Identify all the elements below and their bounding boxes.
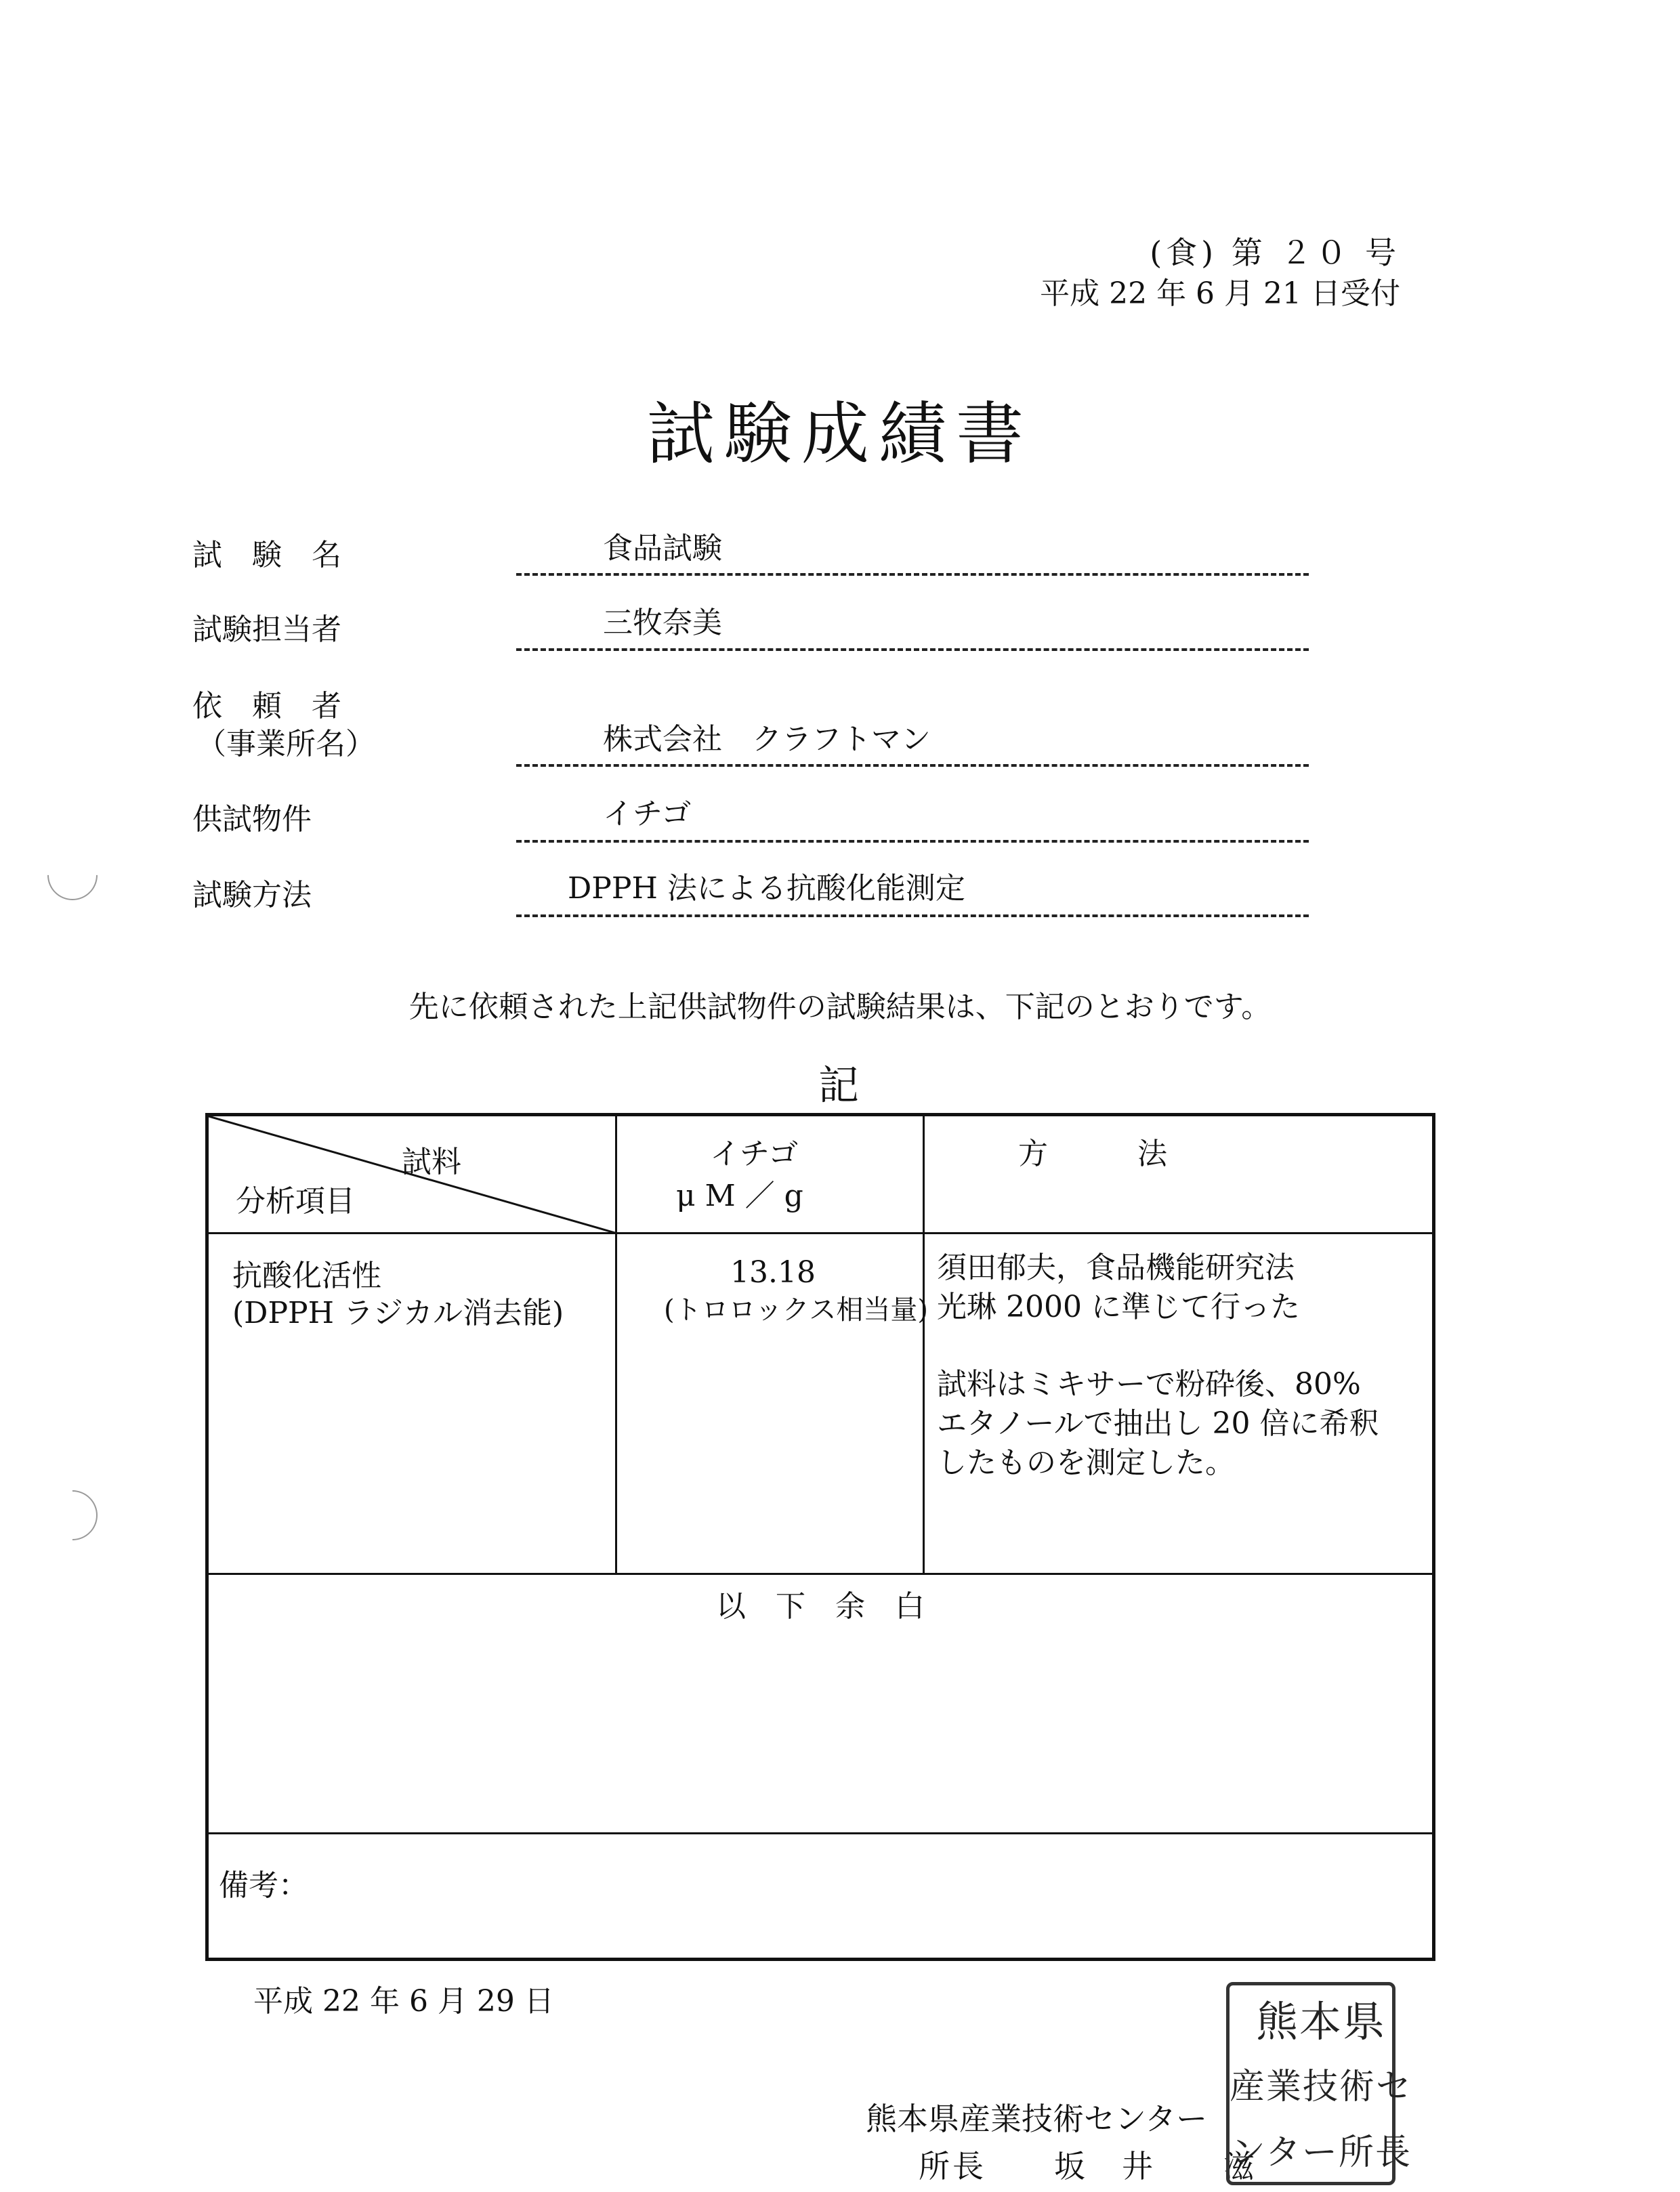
row-item-line2: (DPPH ラジカル消去能) — [232, 1296, 564, 1330]
issue-date: 平成 22 年 6 月 29 日 — [253, 1984, 554, 2019]
row-item-line1: 抗酸化活性 — [232, 1259, 381, 1293]
field-label-test-name: 試 験 名 — [192, 538, 341, 572]
method-line: 光琳 2000 に準じて行った — [937, 1290, 1300, 1324]
table-divider — [615, 1116, 617, 1573]
field-label-requester: 依 頼 者 — [192, 689, 341, 723]
field-rule — [516, 914, 1309, 917]
document-number: (食) 第 ２０ 号 — [1150, 234, 1400, 271]
field-value-requester: 株式会社 クラフトマン — [603, 722, 931, 757]
table-divider — [923, 1116, 925, 1573]
document-title: 試験成績書 — [647, 394, 1033, 473]
record-heading: 記 — [818, 1062, 862, 1110]
field-label-office-name: （事業所名） — [196, 727, 375, 761]
method-line: 須田郁夫，食品機能研究法 — [937, 1250, 1295, 1285]
issuer-organization: 熊本県産業技術センター — [866, 2101, 1208, 2137]
field-rule — [516, 840, 1309, 843]
field-rule — [516, 648, 1309, 651]
method-line: したものを測定した。 — [937, 1446, 1235, 1480]
results-table — [205, 1113, 1435, 1961]
seal-line: ンター所長 — [1230, 2132, 1412, 2174]
official-seal-stamp — [1226, 1982, 1413, 2185]
row-value: 13.18 — [730, 1255, 816, 1290]
method-line: エタノールで抽出し 20 倍に希釈 — [937, 1406, 1379, 1441]
table-divider — [209, 1573, 1432, 1575]
field-label-test-method: 試験方法 — [192, 878, 312, 912]
table-divider — [209, 1832, 1432, 1834]
header-unit: μ M ／ g — [676, 1179, 803, 1213]
field-value-test-method: DPPH 法による抗酸化能測定 — [568, 871, 965, 906]
field-value-test-name: 食品試験 — [603, 531, 722, 566]
field-value-sample: イチゴ — [603, 797, 692, 831]
field-value-person-in-charge: 三牧奈美 — [603, 606, 722, 640]
remarks-label: 備考： — [219, 1868, 308, 1903]
field-label-person-in-charge: 試験担当者 — [192, 612, 341, 647]
field-label-sample: 供試物件 — [192, 802, 312, 837]
field-rule — [516, 764, 1309, 767]
received-date: 平成 22 年 6 月 21 日受付 — [1040, 276, 1400, 311]
seal-line: 熊本県 — [1256, 1996, 1387, 2046]
header-method: 方 法 — [1018, 1137, 1167, 1171]
blank-below-note: 以 下 余 白 — [716, 1589, 925, 1624]
method-line: 試料はミキサーで粉砕後、80% — [937, 1367, 1361, 1401]
header-sample: 試料 — [402, 1145, 461, 1179]
header-analysis-item: 分析項目 — [236, 1184, 355, 1219]
header-strawberry: イチゴ — [710, 1137, 799, 1171]
punch-hole-mark — [37, 840, 108, 911]
issuer-name: 所長 坂 井 滋 — [919, 2148, 1257, 2185]
intro-text: 先に依頼された上記供試物件の試験結果は、下記のとおりです。 — [408, 990, 1272, 1024]
seal-line: 産業技術セ — [1230, 2067, 1413, 2108]
punch-hole-mark — [37, 1480, 108, 1551]
row-value-note: (トロロックス相当量) — [664, 1294, 929, 1326]
field-rule — [516, 573, 1309, 576]
